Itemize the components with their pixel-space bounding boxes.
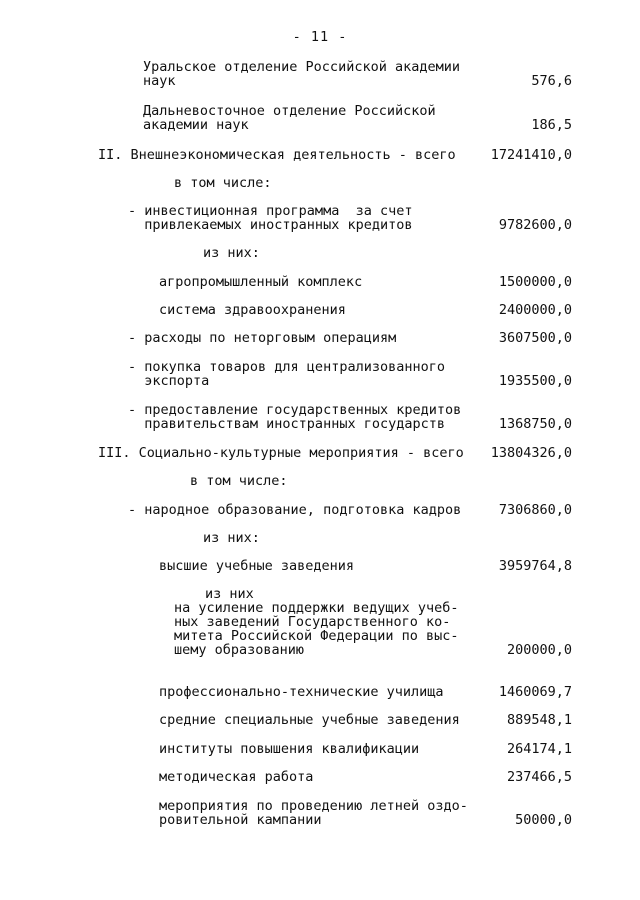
row-value: 9782600,0 <box>498 217 572 233</box>
row-value: 1460069,7 <box>498 684 572 700</box>
row-label: мероприятия по проведению летней оздо- ровительной кампании <box>159 798 468 828</box>
row-label: Уральское отделение Российской академии наук <box>143 59 460 89</box>
row-value: 50000,0 <box>515 812 572 828</box>
row-label: - инвестиционная программа за счет привлекаемых иностранных кредитов <box>128 203 413 233</box>
row-label: - покупка товаров для централизованного экспорта <box>128 359 445 389</box>
row-label: высшие учебные заведения <box>159 558 355 574</box>
row-label: средние специальные учебные заведения <box>159 712 460 728</box>
row-label: III. Социально-культурные мероприятия - всего <box>98 445 464 461</box>
row-value: 3607500,0 <box>498 330 572 346</box>
row-value: 2400000,0 <box>498 302 572 318</box>
row-label: методическая работа <box>159 769 314 785</box>
row-value: 576,6 <box>531 73 572 89</box>
row-value: 13804326,0 <box>490 445 572 461</box>
row-value: 186,5 <box>531 117 572 133</box>
row-label: на усиление поддержки ведущих учеб- ных заведений Государственного ко- митета Российской Федерации по выс- шему образованию <box>174 600 459 658</box>
page-number: - 11 - <box>292 29 348 45</box>
row-value: 200000,0 <box>506 642 572 658</box>
row-label: в том числе: <box>174 175 272 191</box>
row-label: Дальневосточное отделение Российской академии наук <box>143 103 436 133</box>
row-label: агропромышленный комплекс <box>159 274 363 290</box>
row-label: из них <box>205 586 254 602</box>
row-value: 237466,5 <box>506 769 572 785</box>
row-label: в том числе: <box>190 473 288 489</box>
row-label: система здравоохранения <box>159 302 346 318</box>
row-value: 889548,1 <box>506 712 572 728</box>
row-label: - расходы по неторговым операциям <box>128 330 397 346</box>
row-value: 1368750,0 <box>498 416 572 432</box>
row-label: - народное образование, подготовка кадров <box>128 502 462 518</box>
row-value: 1935500,0 <box>498 373 572 389</box>
row-value: 3959764,8 <box>498 558 572 574</box>
row-label: - предоставление государственных кредитов правительствам иностранных государств <box>128 402 462 432</box>
row-value: 1500000,0 <box>498 274 572 290</box>
row-value: 17241410,0 <box>490 147 572 163</box>
row-value: 7306860,0 <box>498 502 572 518</box>
row-label: II. Внешнеэкономическая деятельность - всего <box>98 147 456 163</box>
row-label: из них: <box>203 245 260 261</box>
row-value: 264174,1 <box>506 741 572 757</box>
row-label: институты повышения квалификации <box>159 741 420 757</box>
row-label: профессионально-технические училища <box>159 684 444 700</box>
row-label: из них: <box>203 530 260 546</box>
